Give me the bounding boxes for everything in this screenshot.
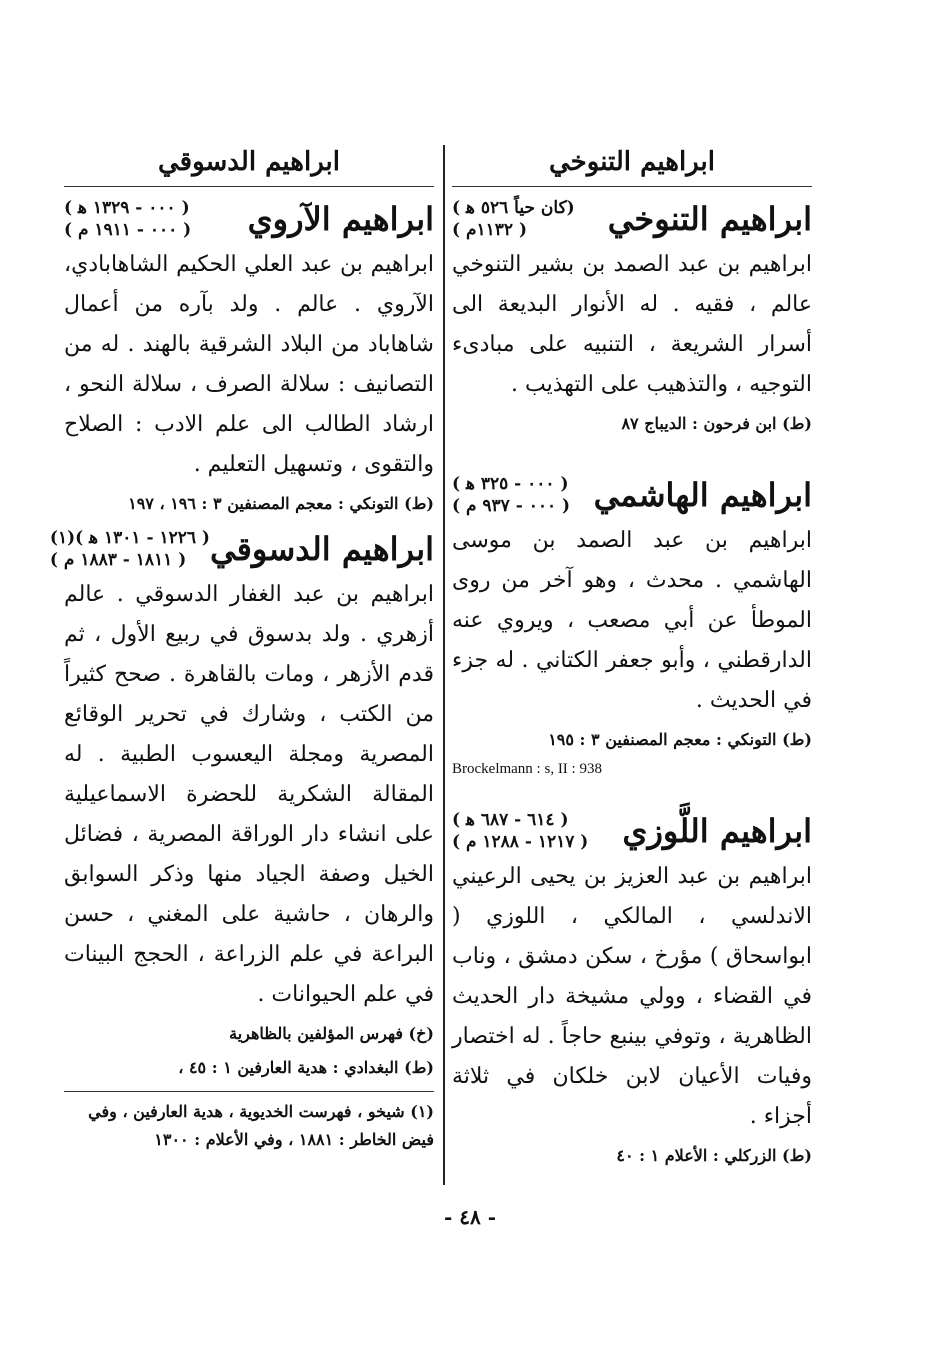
- entry-tanukhi: [452, 197, 812, 439]
- left-column: [49, 140, 434, 1154]
- entry-hashimi: [452, 473, 812, 779]
- entry-source: (ط) ابن فرحون : الديباج ٨٧: [621, 414, 812, 433]
- entry-text: ابراهيم بن عبد العزيز بن يحيى الرعيني الاندلسي ، المالكي ، اللوزي ( ابواسحاق ) مؤرخ ، سكن دمشق ، وناب في القضاء ، وولي مشيخة دار الحديث الظاهرية ، وتوفي بينبع حاجاً . له اختصار وفيات الأعيان لابن خلكان في ثلاثة أجزاء .: [452, 864, 812, 1129]
- entry-dates: ( ٦١٤ - ٦٨٧ ﻫ ) ( ١٢١٧ - ١٢٨٨ م ): [452, 810, 589, 852]
- entry-name: ابراهيم اللَّوزي: [622, 812, 812, 850]
- entry-text: ابراهيم بن عبد العلي الحكيم الشاهابادي، الآروي . عالم . ولد بآره من أعمال شاهاباد من البلاد الشرقية بالهند . له من التصانيف : سلالة الصرف ، سلالة النحو ، ارشاد الطالب الى علم الادب : الصلاح والتقوى ، وتسهيل التعليم .: [64, 252, 434, 477]
- entry-dasuqi: [49, 527, 434, 1083]
- entry-text: ابراهيم بن عبد الصمد بن موسى الهاشمي . محدث ، وهو آخر من روى الموطأ عن أبي مصعب ، ويروي عنه الدارقطني ، وأبو جعفر الكتاني . له جزء في الحديث .: [452, 528, 812, 713]
- header-rule: [64, 186, 434, 187]
- entry-source: (ط) الزركلي : الأعلام ١ : ٤٠: [616, 1146, 812, 1165]
- entry-name: ابراهيم الدسوقي: [209, 530, 434, 568]
- right-column-header: ابراهيم التنوخي: [549, 147, 715, 177]
- entry-source: (خ) فهرس المؤلفين بالظاهرية: [229, 1024, 434, 1043]
- page-number: - ٤٨ -: [443, 1205, 496, 1229]
- entry-lawzi: [452, 809, 812, 1171]
- entry-text: ابراهيم بن عبد الصمد بن بشير التنوخي عالم ، فقيه . له الأنوار البديعة الى أسرار الشريعة ، التنبيه على مبادىء التوجيه ، والتذهيب على التهذيب .: [452, 252, 812, 397]
- entry-text: ابراهيم بن عبد الغفار الدسوقي . عالم أزهري . ولد بدسوق في ربيع الأول ، ثم قدم الأزهر ، ومات بالقاهرة . صحح كثيراً من الكتب ، وشارك في تحرير الوقائع المصرية ومجلة اليعسوب الطبية . له المقالة الشكرية للحضرة الاسماعيلية على انشاء دار الوراقة المصرية ، فضائل الخيل وصفة الجياد منها وذكر السوابق والرهان ، حاشية على المغني ، حسن البراعة في علم الزراعة ، الحجج البينات في علم الحيوانات .: [64, 582, 434, 1007]
- footnote-rule: [64, 1091, 434, 1092]
- entry-source: (ط) التونكي : معجم المصنفين ٣ : ١٩٦ ، ١٩٧: [128, 494, 434, 513]
- header-rule: [452, 186, 812, 187]
- entry-dates: (كان حياً ٥٢٦ ﻫ ) ( ١١٣٢م ): [452, 198, 575, 240]
- entry-name: ابراهيم التنوخي: [607, 200, 812, 238]
- entry-latin-source: Brockelmann : s, II : 938: [452, 761, 602, 777]
- left-column-header: ابراهيم الدسوقي: [157, 147, 341, 177]
- column-divider: [443, 145, 445, 1185]
- entry-source: (ط) التونكي : معجم المصنفين ٣ : ١٩٥: [548, 730, 812, 749]
- entry-dates: ( ٠٠٠ - ٣٢٥ ﻫ ) ( ٠٠٠ - ٩٣٧ م ): [452, 474, 571, 516]
- entry-dates: ( ٠٠٠ - ١٣٢٩ ﻫ ) ( ٠٠٠ - ١٩١١ م ): [64, 198, 192, 240]
- footnote: (١) شيخو ، فهرست الخديوية ، هدية العارفين ، وفي فيض الخاطر : ١٨٨١ ، وفي الأعلام : ١٣٠٠: [88, 1102, 434, 1149]
- entry-arwi: [64, 197, 434, 519]
- entry-name: ابراهيم الآروي: [247, 200, 434, 238]
- entry-dates: ( ١٢٢٦ - ١٣٠١ ﻫ )(١) ( ١٨١١ - ١٨٨٣ م ): [49, 528, 210, 570]
- right-column: [452, 140, 812, 1175]
- entry-source: (ط) البغدادي : هدية العارفين ١ : ٤٥ ،: [178, 1058, 434, 1077]
- entry-name: ابراهيم الهاشمي: [593, 476, 812, 514]
